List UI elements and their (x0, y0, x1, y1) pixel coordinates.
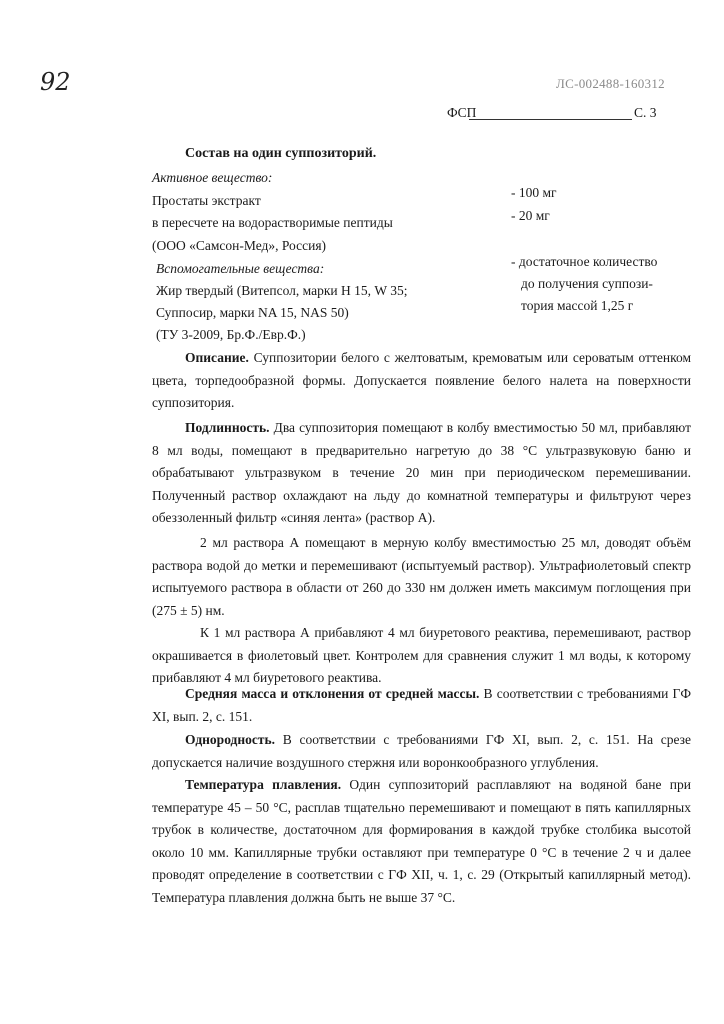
document-number: ЛС-002488-160312 (556, 76, 665, 91)
uniformity-title: Однородность. (185, 732, 276, 747)
composition-title: Состав на один суппозиторий. (185, 146, 377, 161)
excipients-label: Вспомогательные вещества: (156, 261, 325, 276)
fsp-blank-line (469, 119, 632, 120)
uniformity-text: В соответствии с требованиями ГФ XI, вып. 2, с. 151. На срезе допускается наличие воздушного стержня или воронкообразного углубления. (152, 732, 691, 770)
identity-paragraph-2: 2 мл раствора А помещают в мерную колбу вместимостью 25 мл, доводят объём раствора водой до метки и перемешивают (испытуемый раствор). Ультрафиолетовый спектр испытуемого раствора в области от 260 до 330 нм должен иметь максимум поглощения при (275 ± 5) нм. (152, 535, 691, 618)
page-reference: С. 3 (634, 105, 657, 120)
manufacturer: (ООО «Самсон-Мед», Россия) (152, 238, 327, 253)
handwritten-page-number: 92 (40, 68, 71, 96)
identity-paragraph-3: К 1 мл раствора А прибавляют 4 мл биуретового реактива, перемешивают, раствор окрашивается в фиолетовый цвет. Контролем для сравнения служит 1 мл воды, к которому прибавляют 4 мл биуретового реактива. (152, 625, 691, 686)
description-paragraph (152, 347, 691, 415)
identity-title: Подлинность. (185, 420, 270, 435)
excipient-line-3: (ТУ 3-2009, Бр.Ф./Евр.Ф.) (156, 327, 306, 342)
active-substance-name: Простаты экстракт (152, 193, 261, 208)
peptides-name: в пересчете на водорастворимые пептиды (152, 215, 393, 230)
mass-text: В соответствии с требованиями ГФ XI, вып. 2, с. 151. (152, 686, 691, 724)
melting-paragraph (152, 774, 691, 910)
mass-title: Средняя масса и отклонения от средней массы. (185, 686, 480, 701)
uniformity-paragraph (152, 729, 691, 774)
active-substance-label: Активное вещество: (152, 170, 273, 185)
melting-title: Температура плавления. (185, 777, 342, 792)
description-text: Суппозитории белого с желтоватым, кремоватым или сероватым оттенком цвета, торпедообразной формы. Допускается появление белого налета на поверхности суппозитория. (152, 350, 691, 411)
excipient-line-2: Суппосир, марки NA 15, NAS 50) (156, 305, 349, 320)
melting-text: Один суппозиторий расплавляют на водяной бане при температуре 45 – 50 °С, расплав тщательно перемешивают и помещают в пять капиллярных трубок в количестве, достаточном для формирования в каждой трубке столбика высотой около 10 мм. Капиллярные трубки оставляют при температуре 0 °С в течение 2 ч и далее проводят определение в соответствии с ГФ XII, ч. 1, с. 29 (Открытый капиллярный метод). Температура плавления должна быть не выше 37 °С. (152, 777, 691, 905)
excipient-amount-3: тория массой 1,25 г (521, 298, 634, 313)
mass-paragraph (152, 683, 691, 728)
excipient-amount-1: - достаточное количество (511, 254, 658, 269)
fsp-label: ФСП (447, 105, 477, 120)
excipient-line-1: Жир твердый (Витепсол, марки Н 15, W 35; (156, 283, 408, 298)
excipient-amount-2: до получения суппози- (521, 276, 653, 291)
identity-text: Два суппозитория помещают в колбу вместимостью 50 мл, прибавляют 8 мл воды, помещают в предварительно нагретую до 38 °С ультразвуковую баню и обрабатывают ультразвуком в течение 20 мин при периодическом перемешивании. Полученный раствор охлаждают на льду до комнатной температуры и фильтруют через обеззоленный фильтр «синяя лента» (раствор А). (152, 420, 691, 526)
description-title: Описание. (185, 350, 249, 365)
identity-paragraph (152, 417, 691, 530)
active-substance-amount: - 100 мг (511, 185, 557, 200)
peptides-amount: - 20 мг (511, 208, 550, 223)
